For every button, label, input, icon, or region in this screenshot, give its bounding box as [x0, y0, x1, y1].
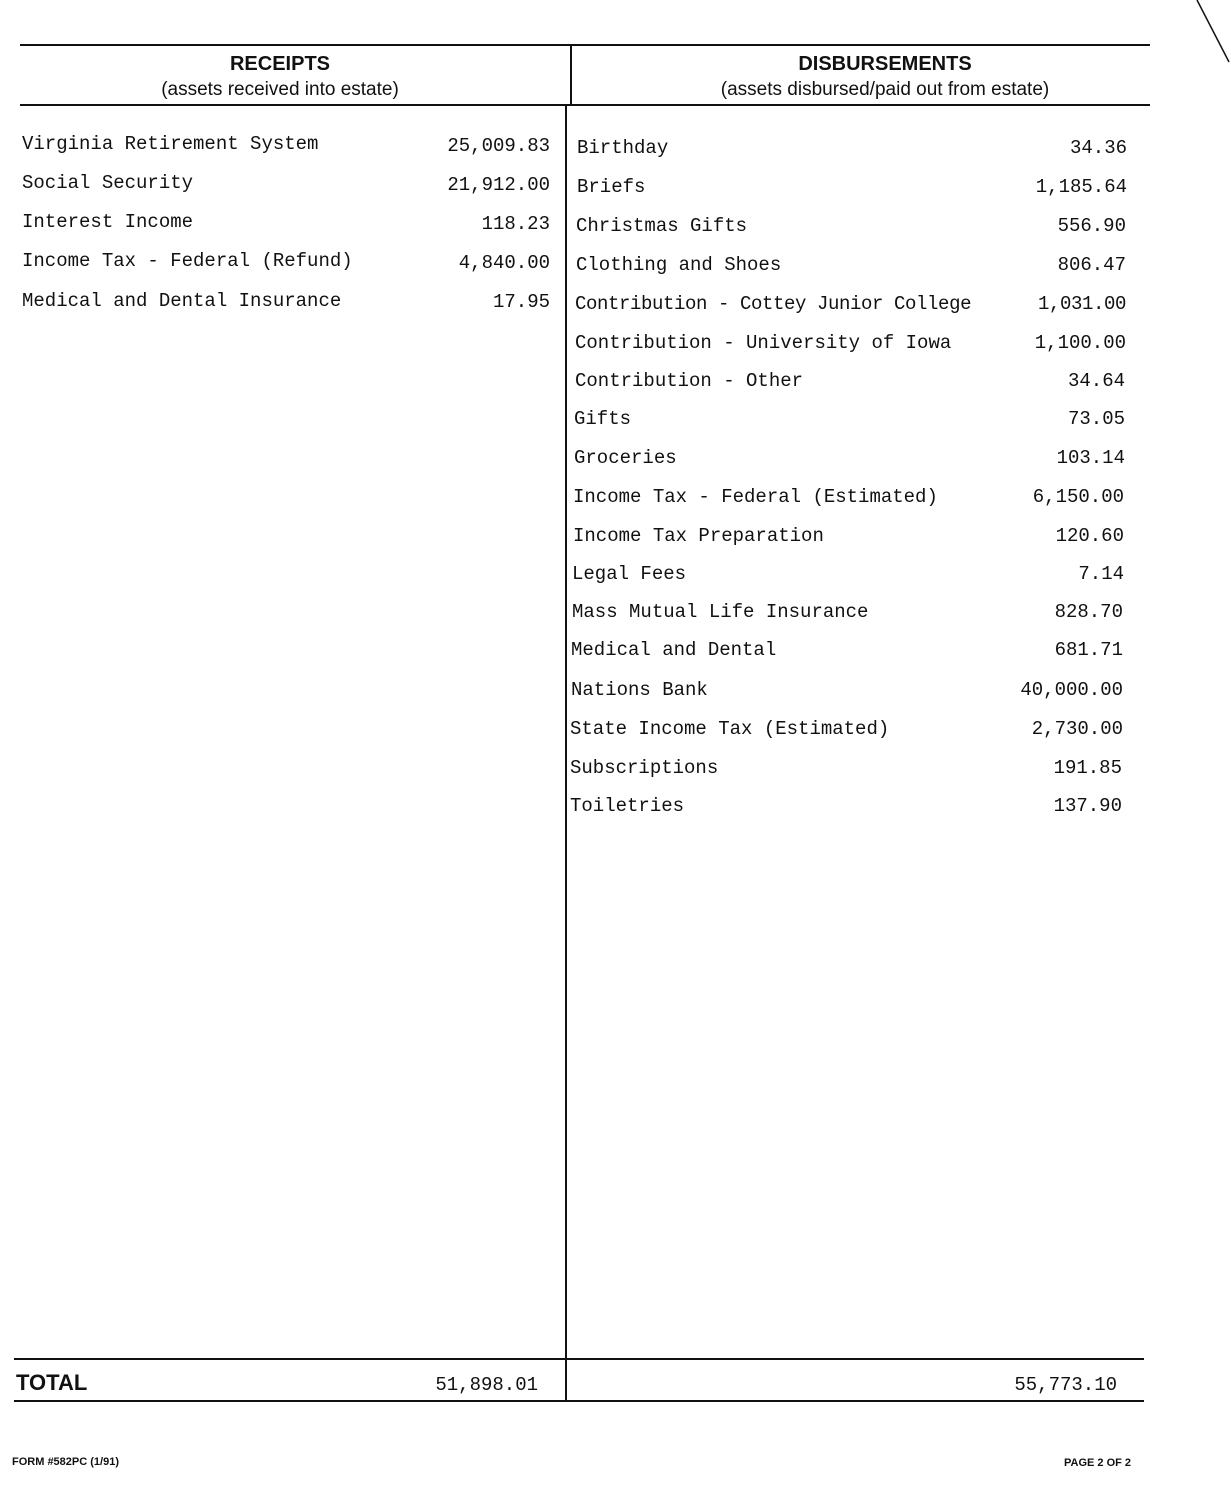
total-bottom-rule — [14, 1400, 1144, 1402]
disbursement-label: Contribution - Cottey Junior College — [575, 293, 972, 315]
disbursement-label: Income Tax Preparation — [573, 525, 824, 547]
disbursement-amount: 1,031.00 — [1037, 293, 1126, 315]
receipt-label: Income Tax - Federal (Refund) — [22, 250, 353, 272]
disbursement-label: Toiletries — [570, 795, 685, 817]
disbursement-amount: 828.70 — [1054, 601, 1123, 623]
disbursement-label: Contribution - Other — [575, 370, 804, 392]
total-label: TOTAL — [16, 1370, 88, 1395]
disbursement-label: Gifts — [574, 408, 632, 430]
disbursement-amount: 103.14 — [1056, 447, 1125, 469]
disbursement-label: Briefs — [577, 176, 646, 198]
receipt-amount: 118.23 — [481, 213, 550, 235]
receipt-amount: 25,009.83 — [447, 135, 550, 157]
disbursement-amount: 2,730.00 — [1031, 718, 1123, 740]
receipts-subtitle: (assets received into estate) — [161, 79, 399, 100]
receipts-total: 51,898.01 — [435, 1374, 538, 1396]
disbursement-amount: 806.47 — [1057, 254, 1126, 276]
disbursement-label: Medical and Dental — [571, 639, 777, 661]
column-divider — [565, 104, 567, 1402]
page-number: PAGE 2 OF 2 — [1064, 1457, 1132, 1469]
disbursement-amount: 7.14 — [1078, 563, 1124, 585]
receipt-label: Medical and Dental Insurance — [22, 290, 342, 312]
disbursement-label: Groceries — [574, 447, 677, 469]
receipt-amount: 21,912.00 — [447, 174, 550, 196]
header-rule — [20, 104, 1150, 106]
disbursements-title: DISBURSEMENTS — [798, 53, 972, 75]
disbursement-amount: 1,185.64 — [1035, 176, 1127, 198]
disbursement-amount: 34.36 — [1069, 137, 1127, 159]
disbursements-total: 55,773.10 — [1014, 1374, 1117, 1396]
disbursement-amount: 120.60 — [1055, 525, 1124, 547]
form-id: FORM #582PC (1/91) — [12, 1456, 119, 1468]
receipt-amount: 4,840.00 — [458, 252, 550, 274]
disbursement-label: Contribution - University of Iowa — [575, 332, 952, 354]
disbursement-amount: 681.71 — [1054, 639, 1123, 661]
receipts-title: RECEIPTS — [229, 53, 331, 75]
disbursement-label: Mass Mutual Life Insurance — [572, 601, 869, 623]
disbursement-label: Nations Bank — [571, 679, 708, 701]
disbursement-label: Legal Fees — [572, 563, 687, 585]
disbursement-amount: 73.05 — [1067, 408, 1125, 430]
top-rule — [20, 44, 1150, 46]
disbursement-label: Christmas Gifts — [576, 215, 748, 237]
receipt-label: Interest Income — [22, 211, 194, 233]
disbursement-amount: 1,100.00 — [1034, 332, 1126, 354]
disbursement-label: Clothing and Shoes — [576, 254, 782, 276]
disbursement-amount: 556.90 — [1057, 215, 1126, 237]
receipt-label: Virginia Retirement System — [22, 133, 319, 155]
disbursement-label: Subscriptions — [570, 757, 719, 779]
total-top-rule — [14, 1358, 1144, 1360]
receipt-label: Social Security — [22, 172, 194, 194]
disbursement-amount: 191.85 — [1053, 757, 1122, 779]
disbursements-subtitle: (assets disbursed/paid out from estate) — [720, 79, 1050, 100]
disbursement-label: Income Tax - Federal (Estimated) — [573, 486, 938, 508]
disbursement-label: Birthday — [577, 137, 669, 159]
disbursement-amount: 6,150.00 — [1032, 486, 1124, 508]
disbursement-amount: 137.90 — [1053, 795, 1122, 817]
receipt-amount: 17.95 — [492, 291, 550, 313]
disbursement-amount: 40,000.00 — [1020, 679, 1123, 701]
disbursement-label: State Income Tax (Estimated) — [570, 718, 890, 740]
disbursement-amount: 34.64 — [1067, 370, 1125, 392]
